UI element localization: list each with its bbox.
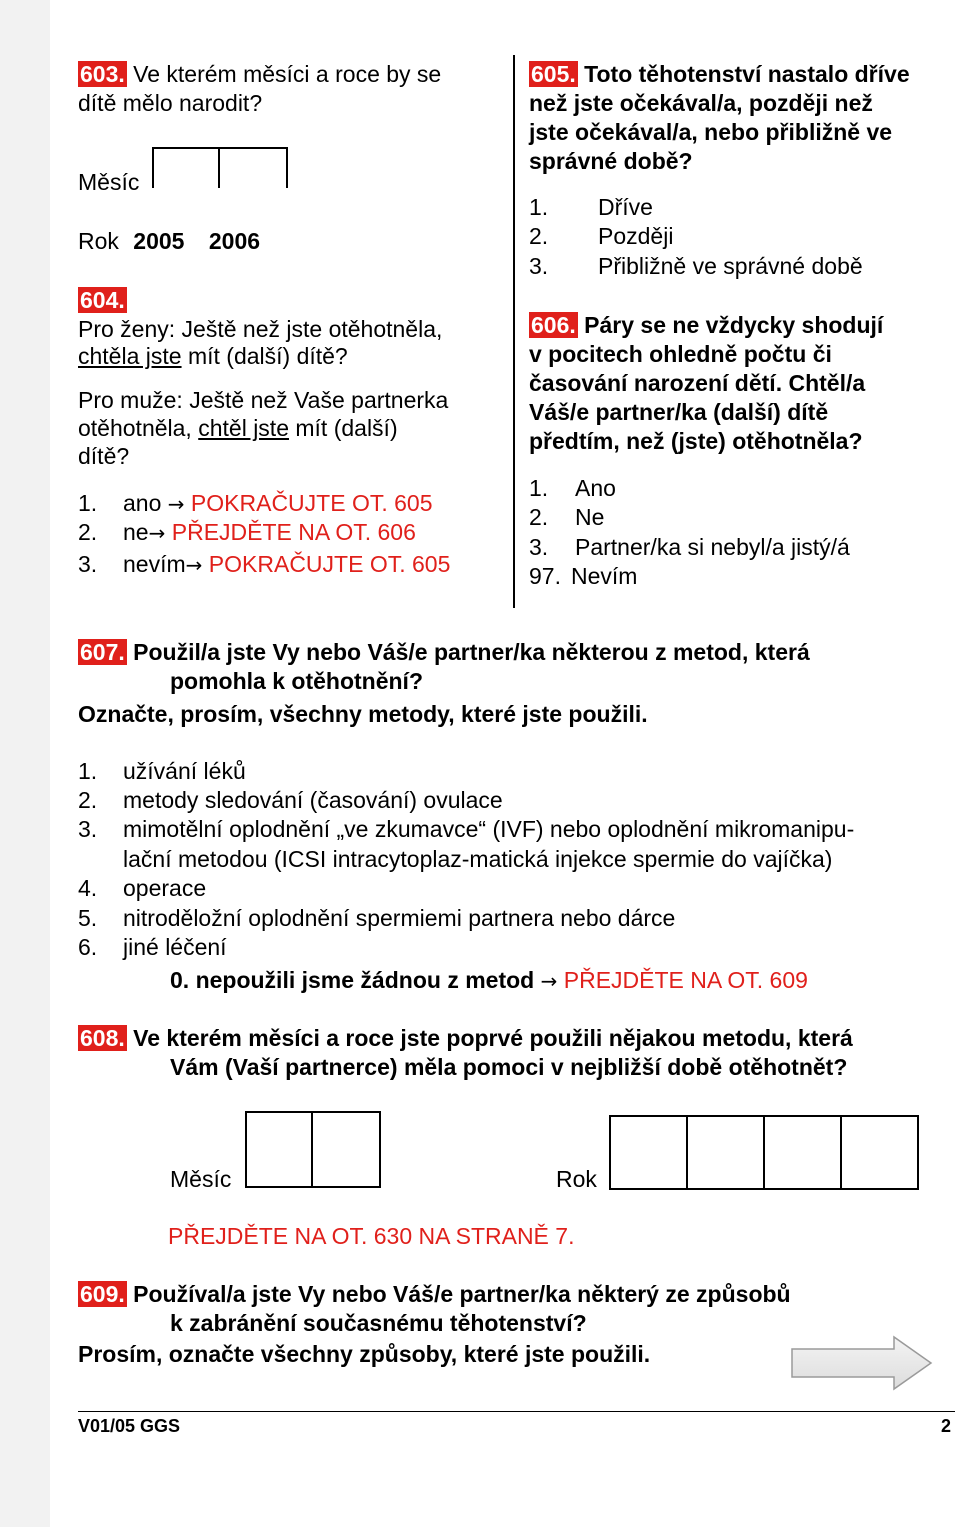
option-number: 3. [529, 534, 549, 560]
q605-option-2[interactable] [529, 222, 673, 251]
option-label: mimotělní oplodnění „ve zkumavce“ (IVF) nebo oplodnění mikromanipu- [123, 816, 855, 842]
footer-page-number: 2 [941, 1416, 952, 1436]
q608-year-box-1[interactable] [609, 1115, 688, 1190]
q604-men-underlined: chtěl jste [198, 415, 289, 441]
right-arrow-icon: → [167, 492, 185, 516]
q604-men-text-3: dítě? [78, 443, 130, 469]
q605-text-2: než jste očekával/a, později než [529, 90, 873, 116]
option-number: 1. [529, 475, 549, 501]
q606-option-2[interactable] [529, 503, 604, 532]
q607-number: 607. [80, 639, 125, 665]
q603-month-box-2[interactable] [218, 147, 288, 188]
q604-option-1[interactable] [78, 489, 433, 519]
q604-men-rest: mít (další) [288, 415, 398, 441]
q604-women-text: Pro ženy: Ještě než jste otěhotněla, [78, 316, 443, 342]
q605-number: 605. [531, 61, 576, 87]
option-label: Partner/ka si nebyl/a jistý/á [575, 534, 850, 560]
q608-month-box-1[interactable] [245, 1111, 313, 1188]
q607-option-4[interactable] [78, 874, 206, 903]
option-number: 6. [78, 934, 98, 960]
q603-text-2: dítě mělo narodit? [78, 90, 263, 116]
option-label: užívání léků [123, 758, 246, 784]
q606-heading [529, 311, 883, 340]
option-label: nitroděložní oplodnění spermiemi partnera nebo dárce [123, 905, 676, 931]
q608-text-2: Vám (Vaší partnerce) měla pomoci v nejbližší době otěhotnět? [170, 1054, 848, 1080]
q605-option-3[interactable] [529, 252, 863, 281]
q604-women-text-2 [78, 342, 348, 371]
option-number: 1. [529, 194, 549, 220]
q604-men-text-2 [78, 414, 398, 443]
q604-men-text-1: Pro muže: Ještě než Vaše partnerka [78, 387, 449, 413]
q608-year-box-2[interactable] [686, 1115, 765, 1190]
option-number: 3. [78, 816, 98, 842]
option-label: nevím [123, 551, 186, 577]
option-label: Ano [575, 475, 616, 501]
option-label: ano [123, 490, 162, 516]
column-divider [513, 55, 515, 608]
q605-text-1: Toto těhotenství nastalo dříve [584, 61, 910, 87]
skip-instruction: POKRAČUJTE OT. 605 [208, 551, 451, 577]
option-label: jiné léčení [123, 934, 227, 960]
q607-heading [78, 638, 810, 667]
option-number: 2. [529, 504, 549, 530]
q606-text-4: Váš/e partner/ka (další) dítě [529, 399, 829, 425]
q609-text-2: k zabránění současnému těhotenství? [170, 1310, 587, 1336]
q609-heading [78, 1280, 791, 1309]
q608-year-box-3[interactable] [763, 1115, 842, 1190]
q607-option-2[interactable] [78, 786, 503, 815]
q606-option-97[interactable] [529, 562, 637, 591]
q606-option-1[interactable] [529, 474, 616, 503]
q607-text-3: Označte, prosím, všechny metody, které jste použili. [78, 701, 648, 727]
option-label: Dříve [598, 194, 653, 220]
q604-heading [78, 286, 127, 315]
option-label: ne [123, 519, 149, 545]
q605-text-3: jste očekával/a, nebo přibližně ve [529, 119, 893, 145]
q603-year-2005[interactable]: 2005 [133, 228, 185, 254]
footer-code: V01/05 GGS [78, 1416, 181, 1436]
q609-text-1: Používal/a jste Vy nebo Váš/e partner/ka některý ze způsobů [133, 1281, 791, 1307]
option-number: 5. [78, 905, 98, 931]
footer-rule [78, 1411, 955, 1412]
q603-month-box-1[interactable] [152, 147, 220, 188]
q604-women-underlined: chtěla jste [78, 343, 182, 369]
option-number: 2. [529, 223, 549, 249]
q607-option-5[interactable] [78, 904, 675, 933]
q608-month-label: Měsíc [170, 1166, 232, 1192]
q606-text-1: Páry se ne vždycky shodují [584, 312, 884, 338]
q606-text-3: časování narození dětí. Chtěl/a [529, 370, 866, 396]
q608-year-box-4[interactable] [840, 1115, 919, 1190]
next-page-arrow-icon [790, 1335, 934, 1391]
q604-women-rest: mít (další) dítě? [181, 343, 348, 369]
q604-men-pre: otěhotněla, [78, 415, 199, 441]
option-number: 1. [78, 758, 98, 784]
q608-month-box-2[interactable] [311, 1111, 381, 1188]
right-arrow-icon: → [148, 521, 166, 545]
q604-option-2[interactable] [78, 518, 416, 548]
q603-year-2006[interactable]: 2006 [208, 228, 261, 254]
q608-text-1: Ve kterém měsíci a roce jste poprvé použili nějakou metodu, která [133, 1025, 853, 1051]
q606-option-3[interactable] [529, 533, 850, 562]
q605-heading [529, 60, 910, 89]
q608-heading [78, 1024, 853, 1053]
skip-instruction: POKRAČUJTE OT. 605 [190, 490, 433, 516]
option-number: 3. [78, 551, 98, 577]
q604-number: 604. [80, 287, 125, 313]
q605-text-4: správné době? [529, 148, 693, 174]
right-arrow-icon: → [185, 553, 203, 577]
q607-text-1: Použil/a jste Vy nebo Váš/e partner/ka některou z metod, která [133, 639, 810, 665]
q606-number: 606. [531, 312, 576, 338]
option-number: 97. [529, 563, 561, 589]
option-label: operace [123, 875, 207, 901]
q607-text-2: pomohla k otěhotnění? [170, 668, 423, 694]
q608-year-label: Rok [556, 1166, 597, 1192]
q607-option-6[interactable] [78, 933, 227, 962]
right-arrow-icon: → [540, 969, 558, 993]
skip-instruction: PŘEJDĚTE NA OT. 609 [563, 967, 808, 993]
q603-heading [78, 60, 441, 89]
q604-option-3[interactable] [78, 550, 450, 580]
q607-option-3[interactable] [78, 815, 854, 844]
q603-text-1: Ve kterém měsíci a roce by se [133, 61, 442, 87]
q603-year-row [78, 227, 260, 256]
q608-number: 608. [80, 1025, 125, 1051]
q606-text-5: předtím, než (jste) otěhotněla? [529, 428, 863, 454]
q603-number: 603. [80, 61, 125, 87]
q607-option-0[interactable] [170, 966, 808, 996]
option-label: metody sledování (časování) ovulace [123, 787, 503, 813]
page-margin [0, 0, 50, 1527]
option-label: Nevím [571, 563, 638, 589]
option-number: 2. [78, 787, 98, 813]
q605-option-1[interactable] [529, 193, 653, 222]
option-number: 1. [78, 490, 98, 516]
q603-month-label: Měsíc [78, 169, 140, 195]
q607-option-3-cont: lační metodou (ICSI intracytoplaz-matická injekce spermie do vajíčka) [123, 846, 833, 872]
option-number: 3. [529, 253, 549, 279]
q603-year-label: Rok [78, 228, 119, 254]
q608-skip-instruction: PŘEJDĚTE NA OT. 630 NA STRANĚ 7. [168, 1223, 575, 1249]
option-label: Později [598, 223, 674, 249]
skip-instruction: PŘEJDĚTE NA OT. 606 [171, 519, 416, 545]
option-label: 0. nepoužili jsme žádnou z metod [170, 967, 535, 993]
option-number: 2. [78, 519, 98, 545]
option-number: 4. [78, 875, 98, 901]
q606-text-2: v pocitech ohledně počtu či [529, 341, 832, 367]
q607-option-1[interactable] [78, 757, 246, 786]
option-label: Ne [575, 504, 605, 530]
q609-text-3: Prosím, označte všechny způsoby, které jste použili. [78, 1341, 651, 1367]
option-label: Přibližně ve správné době [598, 253, 863, 279]
q609-number: 609. [80, 1281, 125, 1307]
